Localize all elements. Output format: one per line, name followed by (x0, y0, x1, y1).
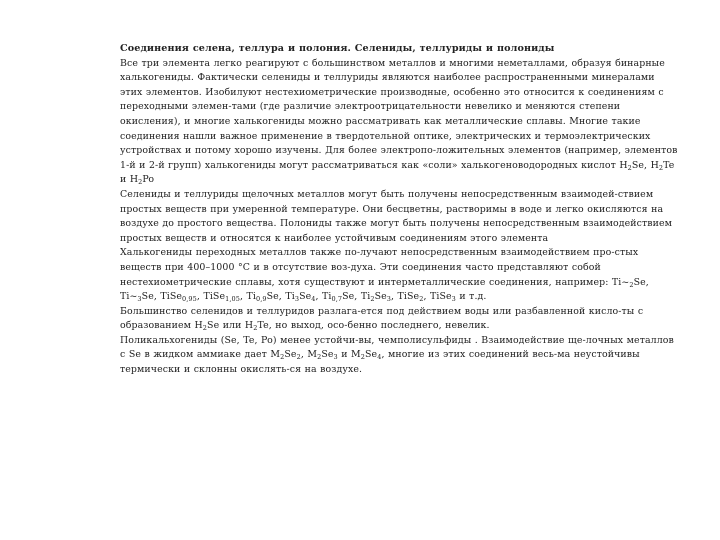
paragraph-3: Халькогениды переходных металлов также по-лучают непосредственным взаимодействием про-стых веществ при 400–1000 °C и в отсутствие воз-духа. Эти соединения часто представляют собой нестехиометрические сплавы, хотя существуют и интерметаллические соединения, например: $Ti\sim_2Se$, $Ti\sim_3Se$, TiSe$_{0,95}$, TiSe$_{1,05}$, $Ti_{0,9}Se$, $Ti_3Se_4$, $Ti_{0,7}Se$, $Ti_2Se_3$, TiSe$_2$, TiSe$_3$ и т.д. (120, 247, 649, 304)
document-body (120, 42, 680, 378)
paragraph-4: Большинство селенидов и теллуридов разлага-ется под действием воды или разбавленной кисло-ты с образованием $H_2Se$ или $H_2Te$, но выход, осо-бенно последнего, невелик. (120, 305, 644, 333)
paragraph-5: Поликальхогениды (Se, Te, Po) менее устойчи-вы, чемполисульфиды . Взаимодействие ще-лочных металлов с Se в жидком аммиаке дает $M_2Se_2$, $M_2Se_3$ и $M_2Se_4$, многие из этих соединений весь-ма неустойчивы термически и склонны окислять-ся на воздухе. (120, 334, 674, 376)
paragraph-2: Селениды и теллуриды щелочных металлов могут быть получены непосредственным взаимодей-ствием простых веществ при умеренной температуре. Они бесцветны, растворимы в воде и легко окисляются на воздухе до простого вещества. Полониды также могут быть получены непосредственным взаимодействием простых веществ и относятся к наиболее устойчивым соединениям этого элемента (120, 188, 673, 244)
paragraph-1: Все три элемента легко реагируют с большинством металлов и многими неметаллами, образуя бинарные халькогениды. Фактически селениды и теллуриды являются наиболее распространенными минералами этих элементов. Изобилуют нестехиометрические производные, особенно это относится к соединениям с переходными элемен-тами (где различие электроотрицательности невелико и меняются степени окисления), и многие халькогениды можно рассматривать как металлические сплавы. Многие такие соединения нашли важное применение в твердотельной оптике, электрических и термоэлектрических устройствах и потому хорошо изучены. Для более электропо-ложительных элементов (например, элементов 1-й и 2-й групп) халькогениды могут рассматриваться как «соли» халькогеноводородных кислот $H_2Se$, $H_2Te$ и $H_2Po$ (120, 57, 678, 187)
document-title: Соединения селена, теллура и полония. Селениды, теллуриды и полониды (120, 43, 555, 54)
